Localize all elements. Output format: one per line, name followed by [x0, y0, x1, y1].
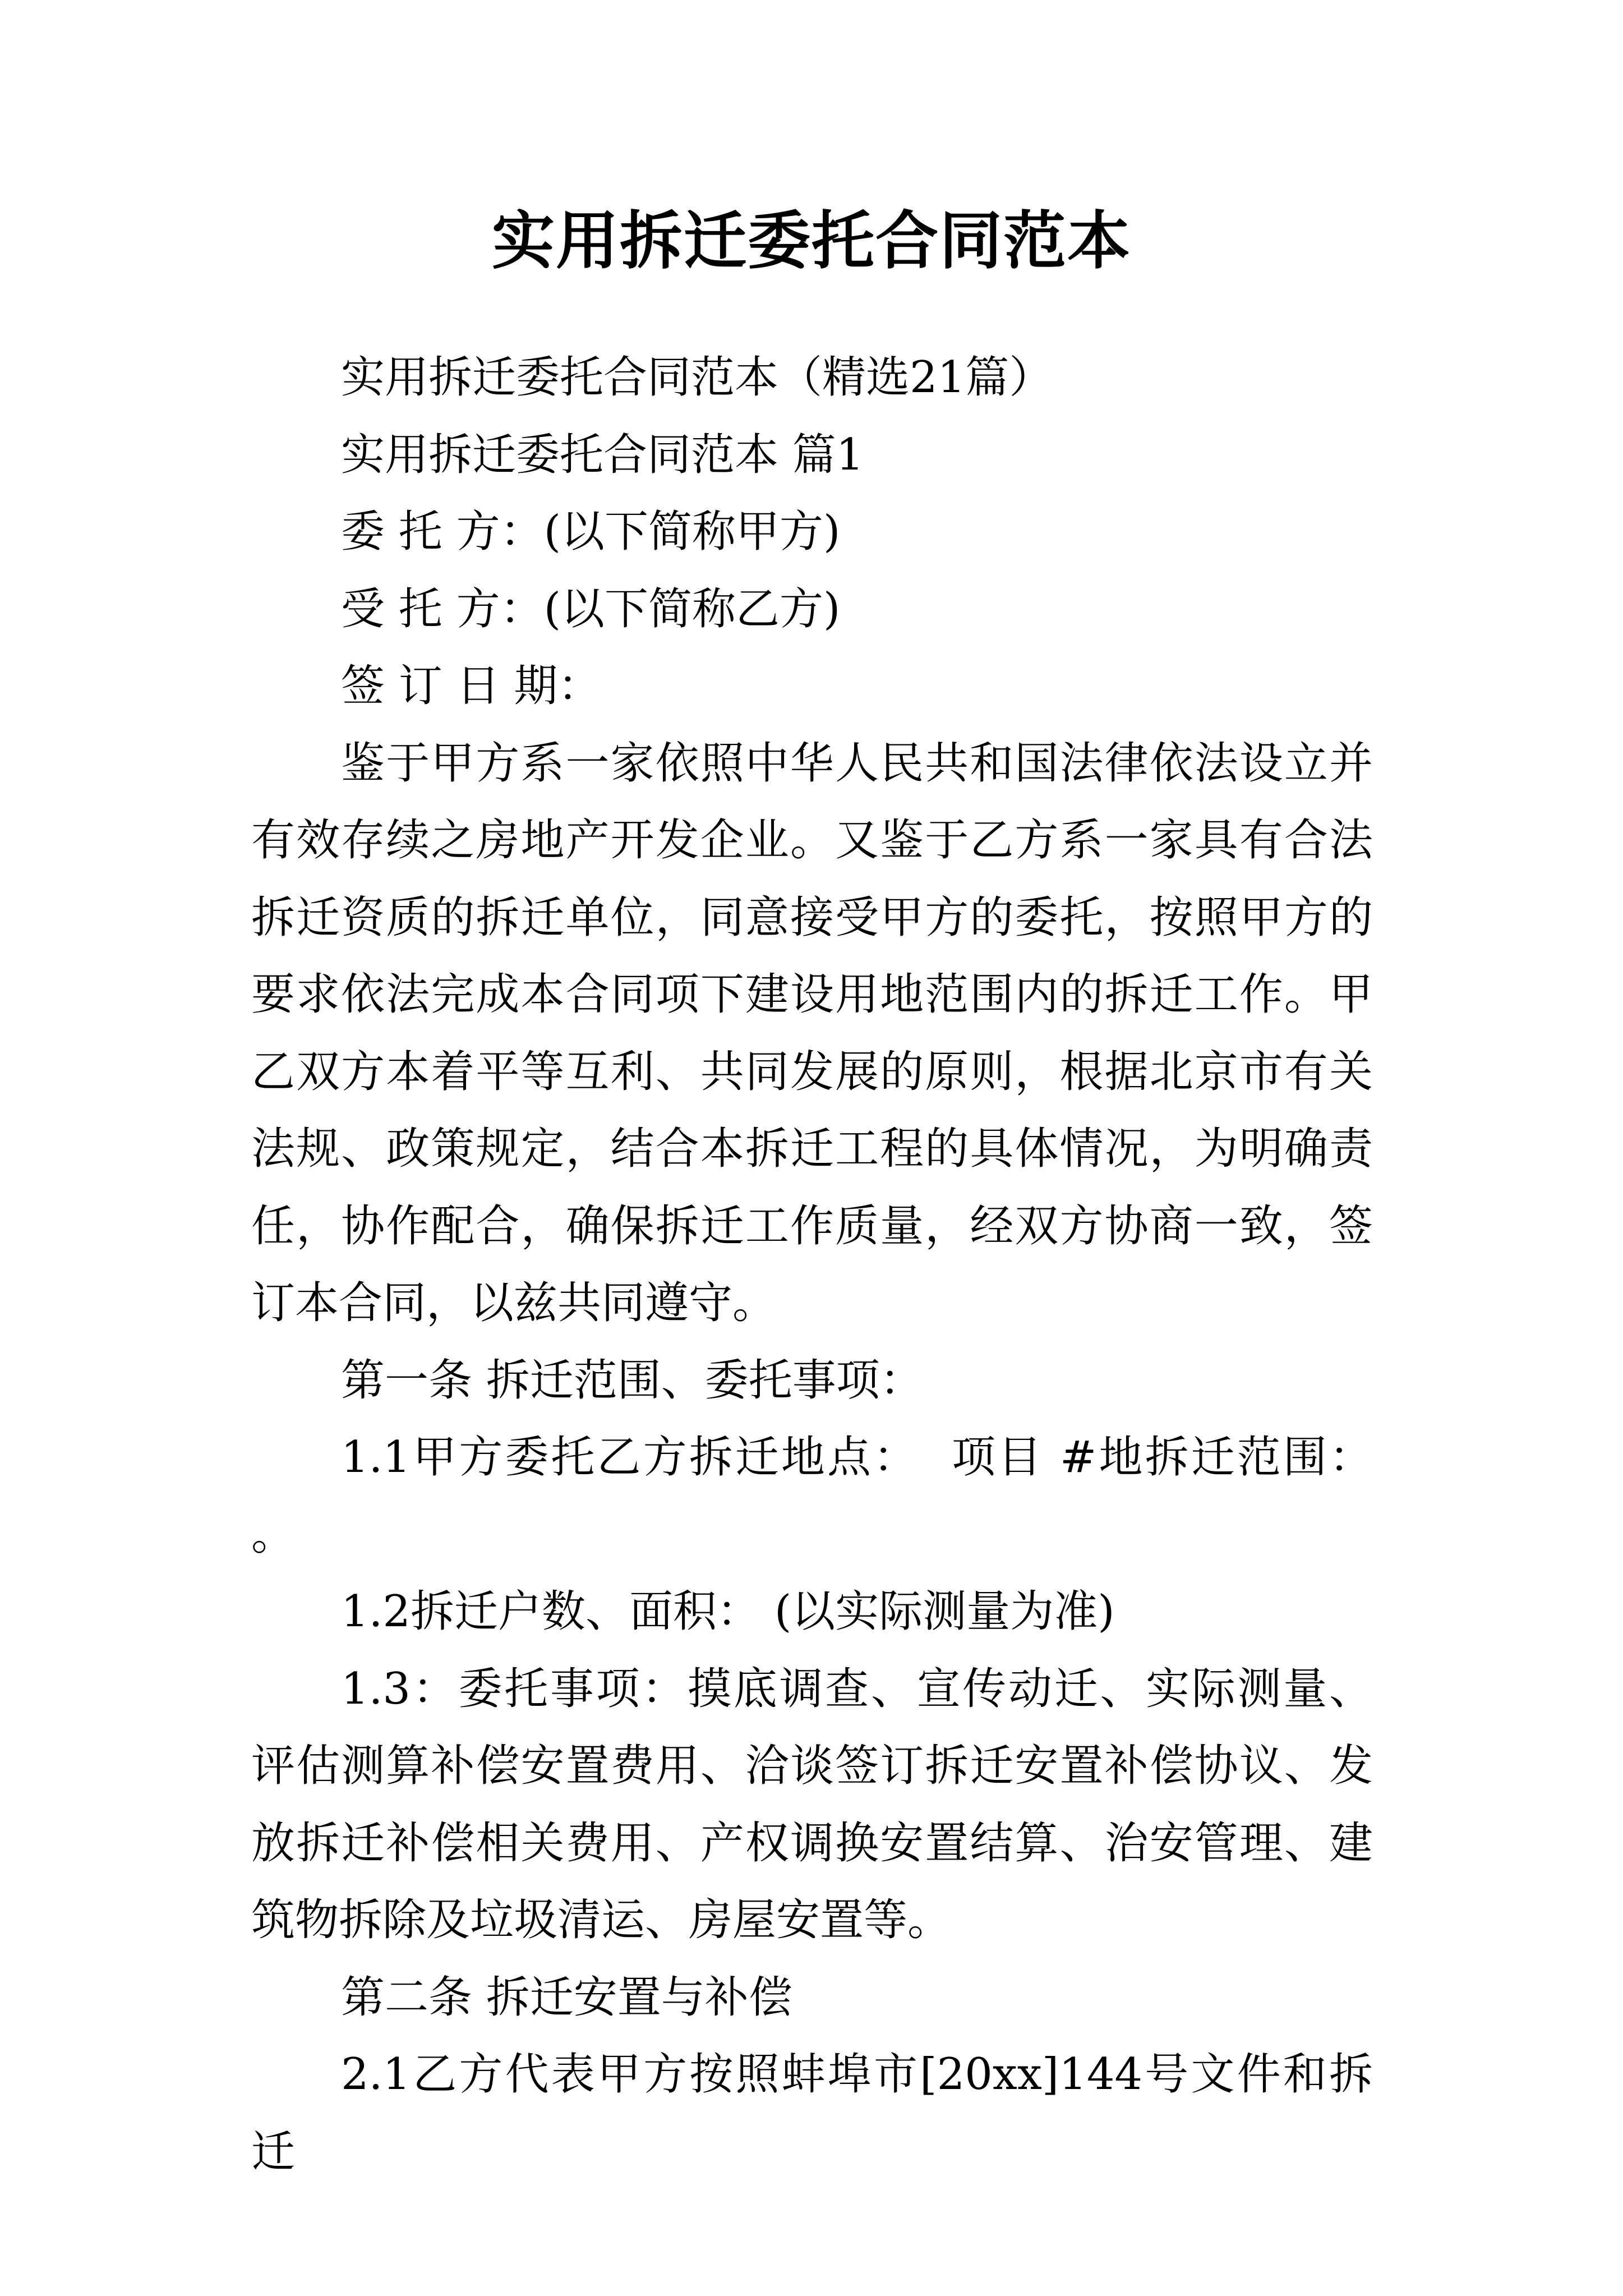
paragraph-clause-2-1: 2.1乙方代表甲方按照蚌埠市[20xx]144号文件和拆迁 [251, 2049, 1373, 2177]
paragraph-collection-title: 实用拆迁委托合同范本（精选21篇） [341, 352, 1053, 403]
document-title: 实用拆迁委托合同范本 [492, 204, 1131, 278]
paragraph-article-1-heading: 第一条 拆迁范围、委托事项： [341, 1355, 924, 1406]
paragraph-clause-1-1: 1.1甲方委托乙方拆迁地点： 项目 #地拆迁范围： 。 [251, 1432, 1401, 1560]
paragraph-clause-1-3: 1.3：委托事项：摸底调查、宣传动迁、实际测量、评估测算补偿安置费用、洽谈签订拆迁安置补偿协议、发放拆迁补偿相关费用、产权调换安置结算、治安管理、建筑物拆除及垃圾清运、房屋安置等。 [251, 1663, 1373, 1945]
paragraph-signing-date: 签 订 日 期： [341, 661, 602, 711]
paragraph-clause-1-2: 1.2拆迁户数、面积： (以实际测量为准) [341, 1586, 1115, 1637]
paragraph-section-heading: 实用拆迁委托合同范本 篇1 [341, 429, 864, 480]
paragraph-article-2-heading: 第二条 拆迁安置与补偿 [341, 1972, 792, 2023]
paragraph-entrusting-party: 委 托 方：(以下简称甲方) [341, 507, 841, 557]
paragraph-entrusted-party: 受 托 方：(以下简称乙方) [341, 583, 841, 634]
paragraph-preamble: 鉴于甲方系一家依照中华人民共和国法律依法设立并有效存续之房地产开发企业。又鉴于乙方系一家具有合法拆迁资质的拆迁单位，同意接受甲方的委托，按照甲方的要求依法完成本合同项下建设用地范围内的拆迁工作。甲乙双方本着平等互利、共同发展的原则，根据北京市有关法规、政策规定，结合本拆迁工程的具体情况，为明确责任，协作配合，确保拆迁工作质量，经双方协商一致，签订本合同，以兹共同遵守。 [251, 738, 1373, 1328]
document-body [251, 339, 1401, 2191]
